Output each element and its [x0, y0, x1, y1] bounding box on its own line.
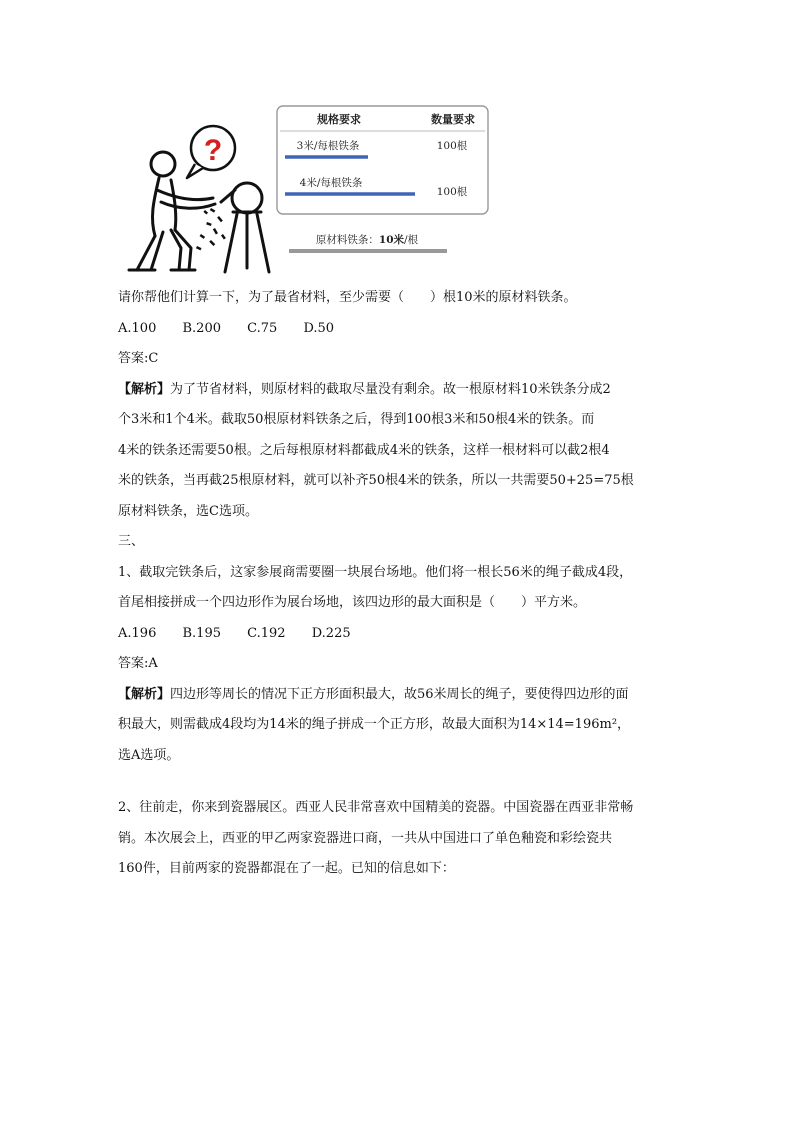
spec-header: 规格要求 [317, 113, 361, 126]
option-c: C.192 [247, 625, 286, 641]
cutting-machine [221, 183, 269, 272]
analysis-line: 【解析】为了节省材料，则原材料的截取尽量没有剩余。故一根原材料10米铁条分成2 [118, 381, 611, 397]
option-list [118, 619, 683, 650]
question-stem: 销。本次展会上，西亚的甲乙两家瓷器进口商，一共从中国进口了单色釉瓷和彩绘瓷共 [118, 830, 613, 846]
quantity-header: 数量要求 [431, 113, 475, 126]
document-body [118, 283, 683, 885]
option-c: C.75 [247, 320, 278, 336]
analysis-line: 积最大，则需截成4段均为14米的绳子拼成一个正方形，故最大面积为14×14=196m²， [118, 717, 631, 732]
analysis-line: 4米的铁条还需要50根。之后每根原材料都截成4米的铁条，这样一根材料可以截2根4 [118, 442, 610, 458]
analysis-line: 米的铁条，当再截25根原材料，就可以补齐50根4米的铁条，所以一共需要50+25=75根 [118, 473, 634, 488]
option-d: D.50 [303, 320, 335, 336]
spec-row-1: 3米/每根铁条 [296, 140, 360, 152]
raw-material-label: 原材料铁条：10米/根 [315, 234, 419, 246]
analysis-tag: 【解析】 [118, 686, 171, 702]
answer-line: 答案:C [118, 351, 159, 366]
option-a: A.196 [118, 625, 157, 641]
option-a: A.100 [118, 320, 157, 336]
question-mark-icon: ? [203, 134, 223, 167]
question-stem: 2、往前走，你来到瓷器展区。西亚人民非常喜欢中国精美的瓷器。中国瓷器在西亚非常畅 [118, 800, 634, 815]
option-d: D.225 [311, 625, 351, 641]
question-stem: 160件，目前两家的瓷器都混在了一起。已知的信息如下： [118, 861, 455, 876]
analysis-line: 【解析】四边形等周长的情况下正方形面积最大，故56米周长的绳子，要使得四边形的面 [118, 686, 629, 702]
analysis-line: 原材料铁条，选C选项。 [118, 503, 258, 519]
section-heading: 三、 [118, 534, 145, 549]
option-b: B.195 [182, 625, 221, 641]
spec-row-2: 4米/每根铁条 [299, 177, 363, 189]
option-list [118, 314, 683, 345]
analysis-tag: 【解析】 [118, 381, 171, 397]
analysis-line: 选A选项。 [118, 747, 180, 763]
analysis-line: 个3米和1个4米。截取50根原材料铁条之后，得到100根3米和50根4米的铁条。而 [118, 412, 595, 427]
sparks-icon [196, 208, 226, 250]
question-stem: 首尾相接拼成一个四边形作为展台场地，该四边形的最大面积是（ ）平方米。 [118, 595, 587, 610]
quantity-row-2: 100根 [436, 186, 468, 198]
iron-bar-cutting-illustration [115, 98, 495, 280]
question-stem: 1、截取完铁条后，这家参展商需要圈一块展台场地。他们将一根长56米的绳子截成4段， [118, 564, 633, 580]
quantity-row-1: 100根 [436, 140, 468, 152]
question-stem: 请你帮他们计算一下，为了最省材料，至少需要（ ）根10米的原材料铁条。 [118, 290, 577, 305]
answer-line: 答案:A [118, 656, 158, 671]
option-b: B.200 [182, 320, 221, 336]
